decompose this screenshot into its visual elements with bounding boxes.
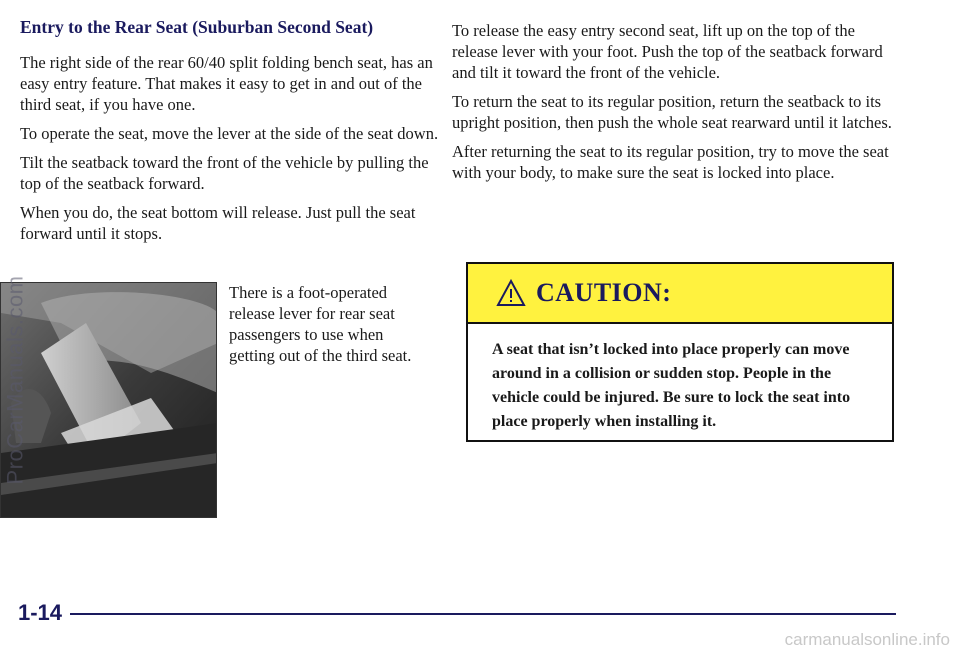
watermark-text: ProCarManuals.com	[2, 275, 28, 485]
warning-triangle-icon	[496, 279, 526, 307]
left-column	[20, 52, 440, 252]
paragraph: The right side of the rear 60/40 split folding bench seat, has an easy entry feature. That makes it easy to get in and out of the third seat, if you have one.	[20, 53, 433, 114]
watermark	[2, 190, 28, 570]
paragraph: After returning the seat to its regular position, try to move the seat with your body, to make sure the seat is locked into place.	[452, 142, 889, 182]
page-number: 1-14	[18, 600, 63, 625]
right-column	[452, 20, 902, 191]
paragraph: To return the seat to its regular position, return the seatback to its upright position, then push the whole seat rearward until it latches.	[452, 92, 892, 132]
caution-header	[468, 264, 892, 324]
page-rule	[70, 613, 896, 615]
seat-release-lever-photo	[0, 282, 217, 518]
paragraph: Tilt the seatback toward the front of the vehicle by pulling the top of the seatback forward.	[20, 153, 429, 193]
paragraph: When you do, the seat bottom will release. Just pull the seat forward until it stops.	[20, 203, 416, 243]
caution-text: A seat that isn’t locked into place properly can move around in a collision or sudden stop. People in the vehicle could be injured. Be sure to lock the seat into place properly when installing it.	[492, 341, 851, 430]
paragraph: To operate the seat, move the lever at the side of the seat down.	[20, 124, 439, 143]
paragraph: To release the easy entry second seat, lift up on the top of the release lever with your foot. Push the top of the seatback forward and tilt it toward the front of the vehicle.	[452, 21, 883, 82]
caution-title: CAUTION:	[536, 278, 672, 307]
footer-url: carmanualsonline.info	[784, 630, 950, 649]
photo-caption: There is a foot-operated release lever for rear seat passengers to use when getting out of the third seat.	[229, 283, 412, 365]
photo-graphic	[1, 283, 217, 518]
caution-box	[466, 262, 894, 442]
section-heading: Entry to the Rear Seat (Suburban Second Seat)	[20, 17, 374, 37]
